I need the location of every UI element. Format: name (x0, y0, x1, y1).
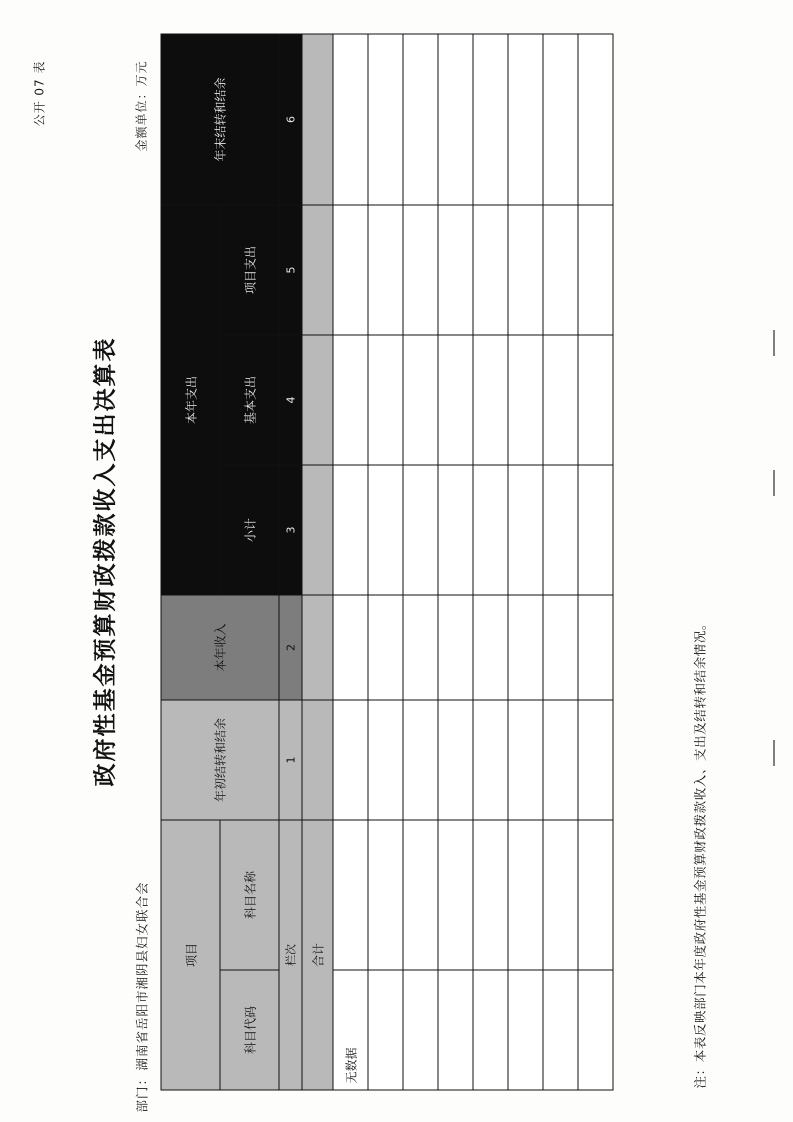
column-number-2: 2 (279, 594, 302, 699)
row-carryover-end (543, 33, 578, 204)
row-code (543, 970, 578, 1090)
row-subtotal (368, 464, 403, 594)
header-group-expenditure: 本年支出 (161, 204, 220, 594)
total-carryover-begin (302, 699, 333, 819)
row-project (543, 204, 578, 334)
row-carryover-begin (368, 699, 403, 819)
decision-table (160, 34, 660, 1090)
column-number-5: 5 (279, 204, 302, 334)
row-code (368, 970, 403, 1090)
row-carryover-end (368, 33, 403, 204)
table-row (543, 33, 578, 1089)
header-basic-expenditure: 基本支出 (220, 334, 279, 464)
total-subtotal (302, 464, 333, 594)
row-code (473, 970, 508, 1090)
row-code: 无数据 (333, 970, 368, 1090)
row-carryover-begin (333, 699, 368, 819)
total-basic (302, 334, 333, 464)
row-subtotal (578, 464, 613, 594)
row-project (578, 204, 613, 334)
row-name (543, 819, 578, 969)
row-subtotal (403, 464, 438, 594)
row-name (473, 819, 508, 969)
row-subtotal (473, 464, 508, 594)
table-total-row (302, 33, 333, 1089)
total-label: 合计 (302, 819, 333, 1089)
total-project (302, 204, 333, 334)
header-income: 本年收入 (161, 594, 279, 699)
row-carryover-begin (508, 699, 543, 819)
table-row (508, 33, 543, 1089)
table-row (403, 33, 438, 1089)
column-number-3: 3 (279, 464, 302, 594)
row-carryover-begin (438, 699, 473, 819)
table-row (438, 33, 473, 1089)
row-carryover-end (508, 33, 543, 204)
column-number-4: 4 (279, 334, 302, 464)
row-name (333, 819, 368, 969)
row-carryover-end (333, 33, 368, 204)
header-carryover-begin: 年初结转和结余 (161, 699, 279, 819)
row-subtotal (543, 464, 578, 594)
header-project-expenditure: 项目支出 (220, 204, 279, 334)
row-carryover-end (403, 33, 438, 204)
row-income (368, 594, 403, 699)
row-basic (473, 334, 508, 464)
header-group-item: 项目 (161, 819, 220, 1089)
row-subtotal (333, 464, 368, 594)
form-code: 公开 07 表 (32, 60, 46, 126)
row-basic (543, 334, 578, 464)
row-project (473, 204, 508, 334)
row-income (508, 594, 543, 699)
row-code (508, 970, 543, 1090)
row-income (543, 594, 578, 699)
amount-unit-label: 金额单位：万元 (134, 60, 148, 152)
footnote: 注：本表反映部门本年度政府性基金预算财政拨款收入、支出及结转和结余情况。 (692, 616, 707, 1088)
table-row (333, 33, 368, 1089)
row-name (578, 819, 613, 969)
row-carryover-begin (403, 699, 438, 819)
table-row (473, 33, 508, 1089)
header-name: 科目名称 (220, 819, 279, 969)
row-code (578, 970, 613, 1090)
row-carryover-begin (578, 699, 613, 819)
row-subtotal (508, 464, 543, 594)
row-income (333, 594, 368, 699)
row-project (368, 204, 403, 334)
table-row (368, 33, 403, 1089)
column-number-label: 栏次 (279, 819, 302, 1089)
row-income (438, 594, 473, 699)
row-basic (333, 334, 368, 464)
row-subtotal (438, 464, 473, 594)
header-carryover-end: 年末结转和结余 (161, 33, 279, 204)
header-subtotal: 小计 (220, 464, 279, 594)
total-income (302, 594, 333, 699)
page-title: 政府性基金预算财政拨款收入支出决算表 (92, 336, 118, 786)
column-number-6: 6 (279, 33, 302, 204)
header-code: 科目代码 (220, 970, 279, 1090)
table-column-number-row (279, 33, 302, 1089)
department-label: 部门： (134, 1071, 149, 1112)
row-project (403, 204, 438, 334)
row-carryover-begin (543, 699, 578, 819)
column-number-1: 1 (279, 699, 302, 819)
row-project (438, 204, 473, 334)
row-carryover-end (578, 33, 613, 204)
row-name (368, 819, 403, 969)
row-income (578, 594, 613, 699)
total-carryover-end (302, 33, 333, 204)
row-project (333, 204, 368, 334)
row-name (508, 819, 543, 969)
table-header-row-group (161, 33, 220, 1089)
row-project (508, 204, 543, 334)
row-basic (403, 334, 438, 464)
table-row (578, 33, 613, 1089)
row-carryover-begin (473, 699, 508, 819)
row-name (403, 819, 438, 969)
row-basic (508, 334, 543, 464)
row-basic (368, 334, 403, 464)
row-income (473, 594, 508, 699)
row-carryover-end (438, 33, 473, 204)
row-carryover-end (473, 33, 508, 204)
row-name (438, 819, 473, 969)
row-basic (578, 334, 613, 464)
row-code (438, 970, 473, 1090)
row-code (403, 970, 438, 1090)
row-basic (438, 334, 473, 464)
row-income (403, 594, 438, 699)
department-name: 湖南省岳阳市湘阴县妇女联合会 (134, 880, 149, 1070)
